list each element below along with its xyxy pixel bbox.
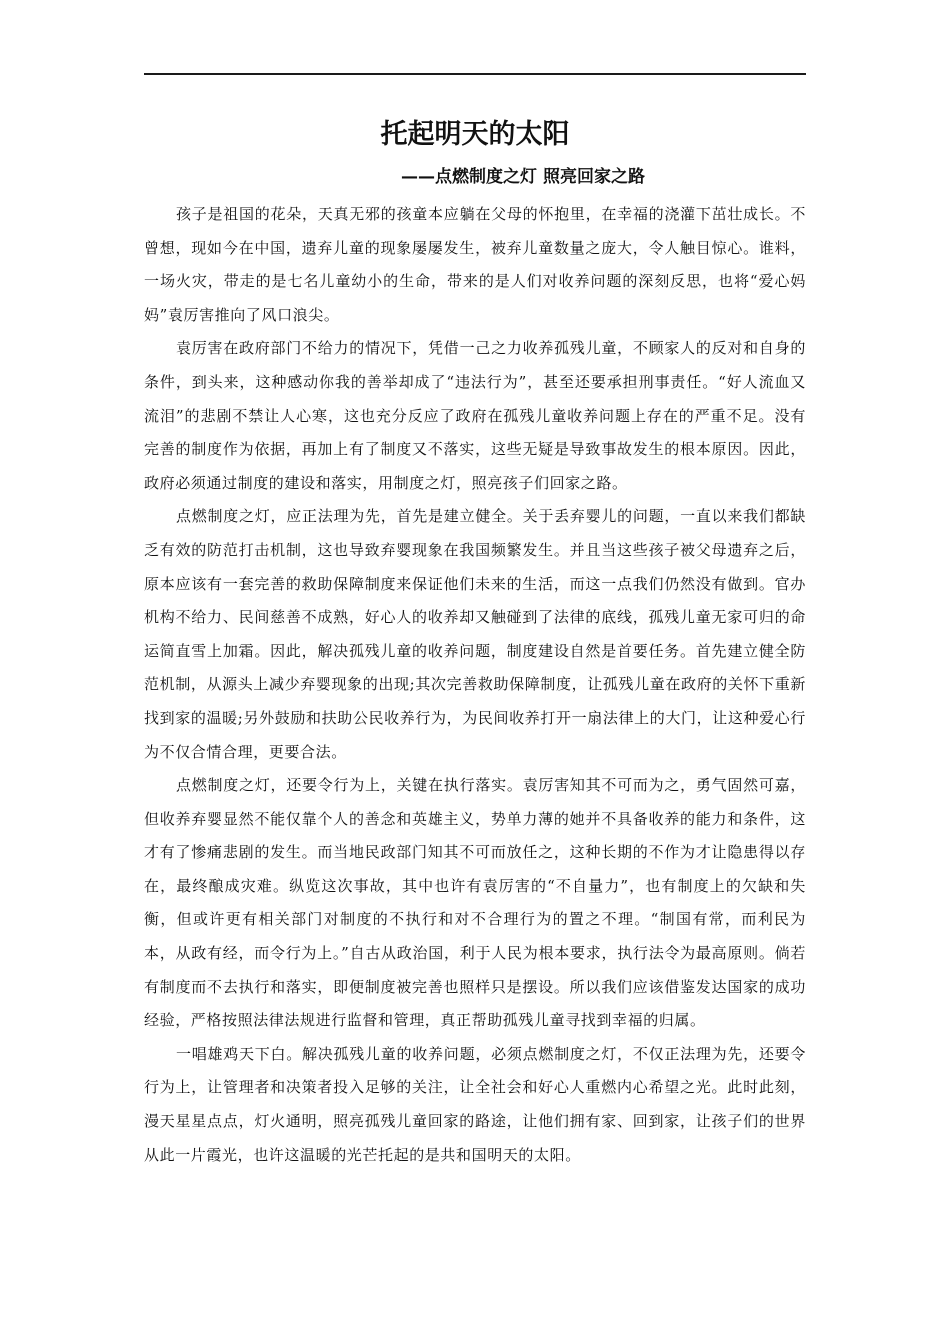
paragraph: 袁厉害在政府部门不给力的情况下，凭借一己之力收养孤残儿童，不顾家人的反对和自身的条件，到头来，这种感动你我的善举却成了“违法行为”，甚至还要承担刑事责任。“好人流血又流泪”的悲剧不禁让人心寒，这也充分反应了政府在孤残儿童收养问题上存在的严重不足。没有完善的制度作为依据，再加上有了制度又不落实，这些无疑是导致事故发生的根本原因。因此，政府必须通过制度的建设和落实，用制度之灯，照亮孩子们回家之路。 [144, 339, 806, 492]
header-rule [144, 73, 806, 75]
article-body [144, 198, 806, 1172]
paragraph: 一唱雄鸡天下白。解决孤残儿童的收养问题，必须点燃制度之灯，不仅正法理为先，还要令行为上，让管理者和决策者投入足够的关注，让全社会和好心人重燃内心希望之光。此时此刻，漫天星星点点，灯火通明，照亮孤残儿童回家的路途，让他们拥有家、回到家，让孩子们的世界从此一片霞光，也许这温暖的光芒托起的是共和国明天的太阳。 [144, 1044, 806, 1164]
document-subtitle: ——点燃制度之灯 照亮回家之路 [401, 167, 645, 187]
paragraph: 点燃制度之灯，应正法理为先，首先是建立健全。关于丢弃婴儿的问题，一直以来我们都缺乏有效的防范打击机制，这也导致弃婴现象在我国频繁发生。并且当这些孩子被父母遗弃之后，原本应该有一套完善的救助保障制度来保证他们未来的生活，而这一点我们仍然没有做到。官办机构不给力、民间慈善不成熟，好心人的收养却又触碰到了法律的底线，孤残儿童无家可归的命运简直雪上加霜。因此，解决孤残儿童的收养问题，制度建设自然是首要任务。首先建立健全防范机制，从源头上减少弃婴现象的出现;其次完善救助保障制度，让孤残儿童在政府的关怀下重新找到家的温暖;另外鼓励和扶助公民收养行为，为民间收养打开一扇法律上的大门，让这种爱心行为不仅合情合理，更要合法。 [144, 507, 806, 761]
document-title: 托起明天的太阳 [380, 119, 570, 150]
paragraph: 点燃制度之灯，还要令行为上，关键在执行落实。袁厉害知其不可而为之，勇气固然可嘉，但收养弃婴显然不能仅靠个人的善念和英雄主义，势单力薄的她并不具备收养的能力和条件，这才有了惨痛悲剧的发生。而当地民政部门知其不可而放任之，这种长期的不作为才让隐患得以存在，最终酿成灾难。纵览这次事故，其中也许有袁厉害的“不自量力”，也有制度上的欠缺和失衡，但或许更有相关部门对制度的不执行和对不合理行为的置之不理。“制国有常，而利民为本，从政有经，而令行为上。”自古从政治国，利于人民为根本要求，执行法令为最高原则。倘若有制度而不去执行和落实，即便制度被完善也照样只是摆设。所以我们应该借鉴发达国家的成功经验，严格按照法律法规进行监督和管理，真正帮助孤残儿童寻找到幸福的归属。 [144, 776, 806, 1030]
paragraph: 孩子是祖国的花朵，天真无邪的孩童本应躺在父母的怀抱里，在幸福的浇灌下茁壮成长。不曾想，现如今在中国，遗弃儿童的现象屡屡发生，被弃儿童数量之庞大，令人触目惊心。谁料，一场火灾，带走的是七名儿童幼小的生命，带来的是人们对收养问题的深刻反思，也将“爱心妈妈”袁厉害推向了风口浪尖。 [144, 205, 806, 324]
